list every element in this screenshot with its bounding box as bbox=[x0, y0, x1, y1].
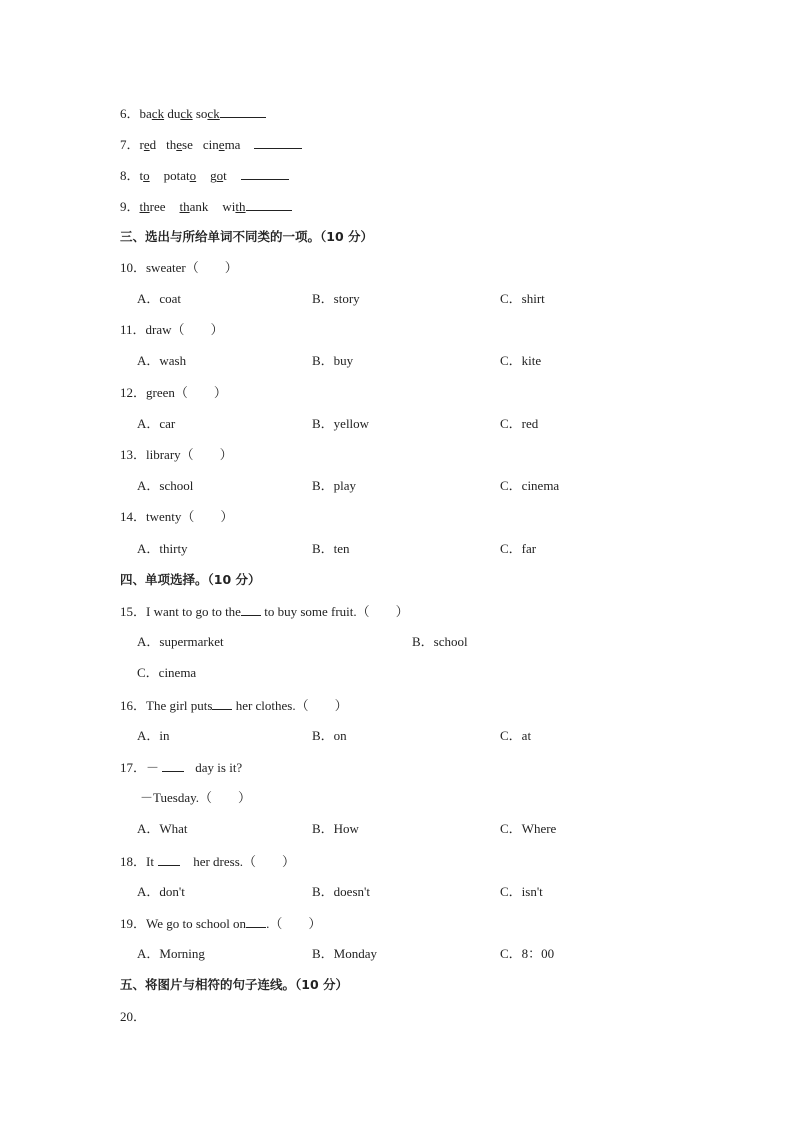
option-c[interactable]: C．8：00 bbox=[500, 946, 555, 961]
option-b[interactable]: B．Monday bbox=[312, 946, 378, 961]
question-15-stem: 15．I want to go to the to buy some fruit.（ ） bbox=[120, 604, 409, 619]
answer-blank[interactable] bbox=[158, 853, 180, 866]
option-a[interactable]: A．supermarket bbox=[137, 634, 224, 649]
option-b[interactable]: B．ten bbox=[312, 541, 350, 556]
option-c[interactable]: C．shirt bbox=[500, 291, 545, 306]
option-c[interactable]: C．cinema bbox=[500, 478, 560, 493]
option-b[interactable]: B．How bbox=[312, 821, 359, 836]
option-a[interactable]: A．Morning bbox=[137, 946, 205, 961]
answer-blank[interactable] bbox=[254, 136, 302, 149]
option-a[interactable]: A．school bbox=[137, 478, 194, 493]
section-5-title: 五、将图片与相符的句子连线。（10 分） bbox=[120, 977, 348, 992]
option-b[interactable]: B．on bbox=[312, 728, 347, 743]
option-b[interactable]: B．yellow bbox=[312, 416, 370, 431]
question-7: 7．red these cinema bbox=[120, 136, 302, 153]
question-13-stem: 13．library（ ） bbox=[120, 447, 233, 462]
option-c[interactable]: C．Where bbox=[500, 821, 557, 836]
answer-blank[interactable] bbox=[246, 198, 292, 211]
option-a[interactable]: A．in bbox=[137, 728, 170, 743]
answer-blank[interactable] bbox=[212, 697, 232, 710]
question-8: 8．to potato got bbox=[120, 167, 289, 184]
option-b[interactable]: B．doesn't bbox=[312, 884, 370, 899]
answer-blank[interactable] bbox=[162, 759, 184, 772]
question-18-stem: 18．It her dress.（ ） bbox=[120, 854, 296, 869]
answer-blank[interactable] bbox=[241, 603, 261, 616]
option-c[interactable]: C．at bbox=[500, 728, 532, 743]
section-4-title: 四、单项选择。（10 分） bbox=[120, 572, 261, 587]
option-c[interactable]: C．far bbox=[500, 541, 537, 556]
question-11-stem: 11．draw（ ） bbox=[120, 322, 224, 337]
option-c[interactable]: C．cinema bbox=[137, 665, 197, 680]
option-a[interactable]: A．thirty bbox=[137, 541, 188, 556]
option-b[interactable]: B．school bbox=[412, 634, 468, 649]
question-17-stem: 17．－ day is it? bbox=[120, 760, 243, 775]
question-9: 9．three thank with bbox=[120, 198, 292, 215]
question-10-stem: 10．sweater（ ） bbox=[120, 260, 238, 275]
option-b[interactable]: B．buy bbox=[312, 353, 354, 368]
section-3-title: 三、选出与所给单词不同类的一项。（10 分） bbox=[120, 229, 373, 244]
question-12-stem: 12．green（ ） bbox=[120, 385, 227, 400]
option-a[interactable]: A．What bbox=[137, 821, 188, 836]
answer-blank[interactable] bbox=[241, 167, 289, 180]
option-a[interactable]: A．car bbox=[137, 416, 176, 431]
question-6: 6．back duck sock bbox=[120, 105, 266, 122]
option-c[interactable]: C．red bbox=[500, 416, 539, 431]
answer-blank[interactable] bbox=[246, 915, 266, 928]
option-a[interactable]: A．wash bbox=[137, 353, 187, 368]
question-19-stem: 19．We go to school on .（ ） bbox=[120, 916, 322, 931]
question-16-stem: 16．The girl puts her clothes.（ ） bbox=[120, 698, 348, 713]
option-a[interactable]: A．coat bbox=[137, 291, 182, 306]
answer-blank[interactable] bbox=[220, 105, 266, 118]
option-c[interactable]: C．kite bbox=[500, 353, 542, 368]
question-14-stem: 14．twenty（ ） bbox=[120, 509, 234, 524]
question-20-stem: 20． bbox=[120, 1009, 147, 1024]
option-b[interactable]: B．story bbox=[312, 291, 360, 306]
option-b[interactable]: B．play bbox=[312, 478, 357, 493]
question-17-reply: －Tuesday.（ ） bbox=[140, 790, 251, 805]
option-c[interactable]: C．isn't bbox=[500, 884, 543, 899]
option-a[interactable]: A．don't bbox=[137, 884, 185, 899]
